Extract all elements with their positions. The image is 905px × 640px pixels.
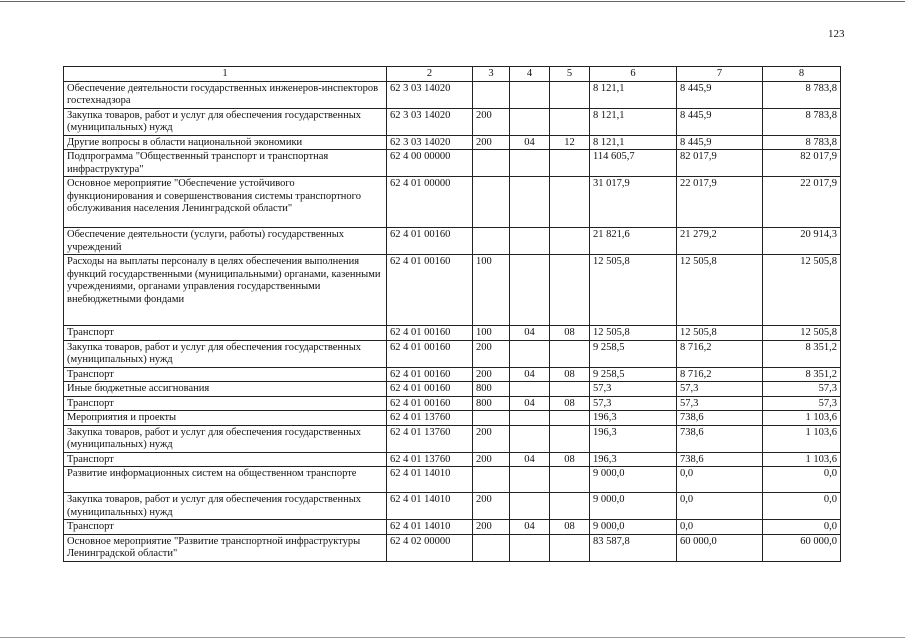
- table-cell: [550, 228, 590, 255]
- table-cell: 100: [473, 255, 510, 326]
- table-cell: 21 821,6: [590, 228, 677, 255]
- table-cell: 62 4 01 00160: [387, 340, 473, 367]
- table-cell: [550, 177, 590, 228]
- table-cell: 9 000,0: [590, 520, 677, 535]
- table-cell: [510, 255, 550, 326]
- table-cell: 12 505,8: [677, 255, 763, 326]
- table-cell: 04: [510, 367, 550, 382]
- table-row: [64, 340, 841, 367]
- table-row: [64, 452, 841, 467]
- table-cell: Подпрограмма "Общественный транспорт и транспортная инфраструктура": [64, 150, 387, 177]
- table-cell: 12 505,8: [590, 255, 677, 326]
- table-cell: 1 103,6: [763, 425, 841, 452]
- table-cell: Обеспечение деятельности государственных инженеров-инспекторов гостехнадзора: [64, 81, 387, 108]
- table-cell: 0,0: [763, 493, 841, 520]
- table-cell: 08: [550, 367, 590, 382]
- table-cell: 8 121,1: [590, 108, 677, 135]
- table-cell: 62 4 01 00160: [387, 326, 473, 341]
- table-cell: 62 4 01 00160: [387, 367, 473, 382]
- table-cell: 8 783,8: [763, 108, 841, 135]
- table-cell: [550, 108, 590, 135]
- table-row: [64, 228, 841, 255]
- table-cell: [473, 177, 510, 228]
- page-number: 123: [828, 28, 845, 40]
- table-cell: 200: [473, 520, 510, 535]
- header-cell: 7: [677, 67, 763, 82]
- table-cell: 8 351,2: [763, 340, 841, 367]
- table-cell: 08: [550, 520, 590, 535]
- table-row: [64, 135, 841, 150]
- table-cell: Основное мероприятие "Развитие транспортной инфраструктуры Ленинградской области": [64, 534, 387, 561]
- table-cell: 04: [510, 396, 550, 411]
- table-row: [64, 177, 841, 228]
- table-row: [64, 425, 841, 452]
- table-cell: 8 716,2: [677, 367, 763, 382]
- table-cell: 12 505,8: [677, 326, 763, 341]
- table-cell: 04: [510, 326, 550, 341]
- table-cell: 196,3: [590, 411, 677, 426]
- table-cell: 04: [510, 135, 550, 150]
- table-row: [64, 326, 841, 341]
- table-cell: 200: [473, 493, 510, 520]
- table-cell: [510, 150, 550, 177]
- table-row: [64, 108, 841, 135]
- table-cell: Транспорт: [64, 367, 387, 382]
- table-cell: 100: [473, 326, 510, 341]
- header-cell: 8: [763, 67, 841, 82]
- table-cell: 57,3: [677, 396, 763, 411]
- table-cell: 62 4 01 13760: [387, 425, 473, 452]
- table-cell: [550, 150, 590, 177]
- table-cell: 62 4 00 00000: [387, 150, 473, 177]
- header-cell: 4: [510, 67, 550, 82]
- table-cell: 62 4 01 14010: [387, 520, 473, 535]
- table-cell: Мероприятия и проекты: [64, 411, 387, 426]
- table-cell: Иные бюджетные ассигнования: [64, 382, 387, 397]
- header-cell: 5: [550, 67, 590, 82]
- table-cell: 62 4 01 00000: [387, 177, 473, 228]
- table-cell: 114 605,7: [590, 150, 677, 177]
- table-cell: 12 505,8: [763, 326, 841, 341]
- table-cell: Транспорт: [64, 396, 387, 411]
- table-cell: 08: [550, 326, 590, 341]
- table-cell: Расходы на выплаты персоналу в целях обеспечения выполнения функций государственными (муниципальными) органами, казенными учреждениями, органами управления государственными внебюджетными фондами: [64, 255, 387, 326]
- table-cell: [550, 493, 590, 520]
- table-row: [64, 467, 841, 493]
- table-cell: 738,6: [677, 411, 763, 426]
- table-cell: 22 017,9: [763, 177, 841, 228]
- table-row: [64, 150, 841, 177]
- table-cell: Закупка товаров, работ и услуг для обеспечения государственных (муниципальных) нужд: [64, 340, 387, 367]
- table-cell: 9 258,5: [590, 367, 677, 382]
- table-cell: 57,3: [763, 396, 841, 411]
- table-cell: 200: [473, 135, 510, 150]
- bottom-page-edge: [0, 637, 905, 638]
- table-cell: 800: [473, 396, 510, 411]
- table-cell: 8 121,1: [590, 135, 677, 150]
- table-cell: Развитие информационных систем на общественном транспорте: [64, 467, 387, 493]
- table-cell: Обеспечение деятельности (услуги, работы) государственных учреждений: [64, 228, 387, 255]
- table-cell: 62 4 01 14010: [387, 493, 473, 520]
- table-cell: 0,0: [763, 467, 841, 493]
- table-cell: 21 279,2: [677, 228, 763, 255]
- table-cell: 62 4 01 00160: [387, 382, 473, 397]
- table-cell: 62 4 01 00160: [387, 396, 473, 411]
- table-row: [64, 255, 841, 326]
- table-cell: [550, 382, 590, 397]
- table-cell: 0,0: [677, 520, 763, 535]
- table-cell: 62 4 02 00000: [387, 534, 473, 561]
- table-cell: 62 4 01 13760: [387, 411, 473, 426]
- header-cell: 2: [387, 67, 473, 82]
- table-cell: 1 103,6: [763, 452, 841, 467]
- table-cell: 200: [473, 340, 510, 367]
- table-cell: 82 017,9: [677, 150, 763, 177]
- table-cell: 8 445,9: [677, 81, 763, 108]
- table-cell: 62 3 03 14020: [387, 108, 473, 135]
- table-cell: [510, 467, 550, 493]
- table-cell: [510, 177, 550, 228]
- table-cell: [510, 340, 550, 367]
- table-row: [64, 534, 841, 561]
- table-cell: 57,3: [763, 382, 841, 397]
- table-cell: 57,3: [590, 396, 677, 411]
- table-cell: 8 445,9: [677, 108, 763, 135]
- table-cell: 200: [473, 425, 510, 452]
- table-cell: 8 121,1: [590, 81, 677, 108]
- table-cell: [510, 425, 550, 452]
- table-cell: 9 000,0: [590, 467, 677, 493]
- table-cell: [510, 81, 550, 108]
- table-cell: 22 017,9: [677, 177, 763, 228]
- table-cell: 60 000,0: [763, 534, 841, 561]
- table-cell: 62 3 03 14020: [387, 81, 473, 108]
- table-cell: [473, 81, 510, 108]
- table-cell: 08: [550, 396, 590, 411]
- table-cell: 800: [473, 382, 510, 397]
- table-cell: 62 4 01 00160: [387, 255, 473, 326]
- table-cell: 0,0: [677, 467, 763, 493]
- table-cell: 738,6: [677, 425, 763, 452]
- table-cell: [510, 228, 550, 255]
- table-cell: Закупка товаров, работ и услуг для обеспечения государственных (муниципальных) нужд: [64, 493, 387, 520]
- table-cell: [550, 340, 590, 367]
- table-cell: [473, 534, 510, 561]
- table-cell: 8 783,8: [763, 135, 841, 150]
- table-row: [64, 396, 841, 411]
- table-cell: 0,0: [763, 520, 841, 535]
- table-row: [64, 81, 841, 108]
- table-cell: 196,3: [590, 425, 677, 452]
- table-cell: [510, 534, 550, 561]
- header-cell: 6: [590, 67, 677, 82]
- table-cell: [510, 108, 550, 135]
- table-cell: 04: [510, 452, 550, 467]
- table-cell: Основное мероприятие "Обеспечение устойчивого функционирования и совершенствования системы транспортного обслуживания населения Ленинградской области": [64, 177, 387, 228]
- table-cell: 82 017,9: [763, 150, 841, 177]
- table-cell: [550, 255, 590, 326]
- table-cell: 83 587,8: [590, 534, 677, 561]
- table-cell: 738,6: [677, 452, 763, 467]
- table-cell: 196,3: [590, 452, 677, 467]
- table-cell: Транспорт: [64, 326, 387, 341]
- table-row: [64, 493, 841, 520]
- table-cell: 0,0: [677, 493, 763, 520]
- table-cell: [550, 411, 590, 426]
- table-cell: 200: [473, 452, 510, 467]
- table-row: [64, 367, 841, 382]
- table-row: [64, 520, 841, 535]
- table-cell: 9 258,5: [590, 340, 677, 367]
- table-cell: [550, 425, 590, 452]
- table-cell: 12 505,8: [763, 255, 841, 326]
- table-cell: [510, 411, 550, 426]
- table-cell: 200: [473, 367, 510, 382]
- table-cell: [550, 534, 590, 561]
- table-cell: [473, 411, 510, 426]
- table-cell: 200: [473, 108, 510, 135]
- table-cell: 08: [550, 452, 590, 467]
- top-page-edge: [0, 1, 905, 2]
- table-cell: 8 716,2: [677, 340, 763, 367]
- table-cell: 62 4 01 13760: [387, 452, 473, 467]
- table-cell: 9 000,0: [590, 493, 677, 520]
- table-cell: 57,3: [590, 382, 677, 397]
- table-cell: 8 351,2: [763, 367, 841, 382]
- table-cell: 62 4 01 14010: [387, 467, 473, 493]
- table-row: [64, 411, 841, 426]
- table-header-row: [64, 67, 841, 82]
- table-cell: 8 783,8: [763, 81, 841, 108]
- table-cell: 62 4 01 00160: [387, 228, 473, 255]
- table-cell: 1 103,6: [763, 411, 841, 426]
- table-cell: 12: [550, 135, 590, 150]
- table-cell: 20 914,3: [763, 228, 841, 255]
- table-cell: [510, 493, 550, 520]
- table-cell: 31 017,9: [590, 177, 677, 228]
- table-cell: 60 000,0: [677, 534, 763, 561]
- table-cell: 12 505,8: [590, 326, 677, 341]
- table-cell: Транспорт: [64, 452, 387, 467]
- table-cell: [473, 150, 510, 177]
- header-cell: 1: [64, 67, 387, 82]
- table-cell: Закупка товаров, работ и услуг для обеспечения государственных (муниципальных) нужд: [64, 108, 387, 135]
- table-cell: [510, 382, 550, 397]
- table-cell: Другие вопросы в области национальной экономики: [64, 135, 387, 150]
- table-cell: [550, 81, 590, 108]
- table-cell: 04: [510, 520, 550, 535]
- budget-table: [63, 66, 841, 562]
- table-cell: 62 3 03 14020: [387, 135, 473, 150]
- table-cell: Транспорт: [64, 520, 387, 535]
- table-cell: Закупка товаров, работ и услуг для обеспечения государственных (муниципальных) нужд: [64, 425, 387, 452]
- table-cell: [473, 228, 510, 255]
- table-cell: [550, 467, 590, 493]
- table-row: [64, 382, 841, 397]
- table-cell: 8 445,9: [677, 135, 763, 150]
- table-cell: 57,3: [677, 382, 763, 397]
- table-cell: [473, 467, 510, 493]
- header-cell: 3: [473, 67, 510, 82]
